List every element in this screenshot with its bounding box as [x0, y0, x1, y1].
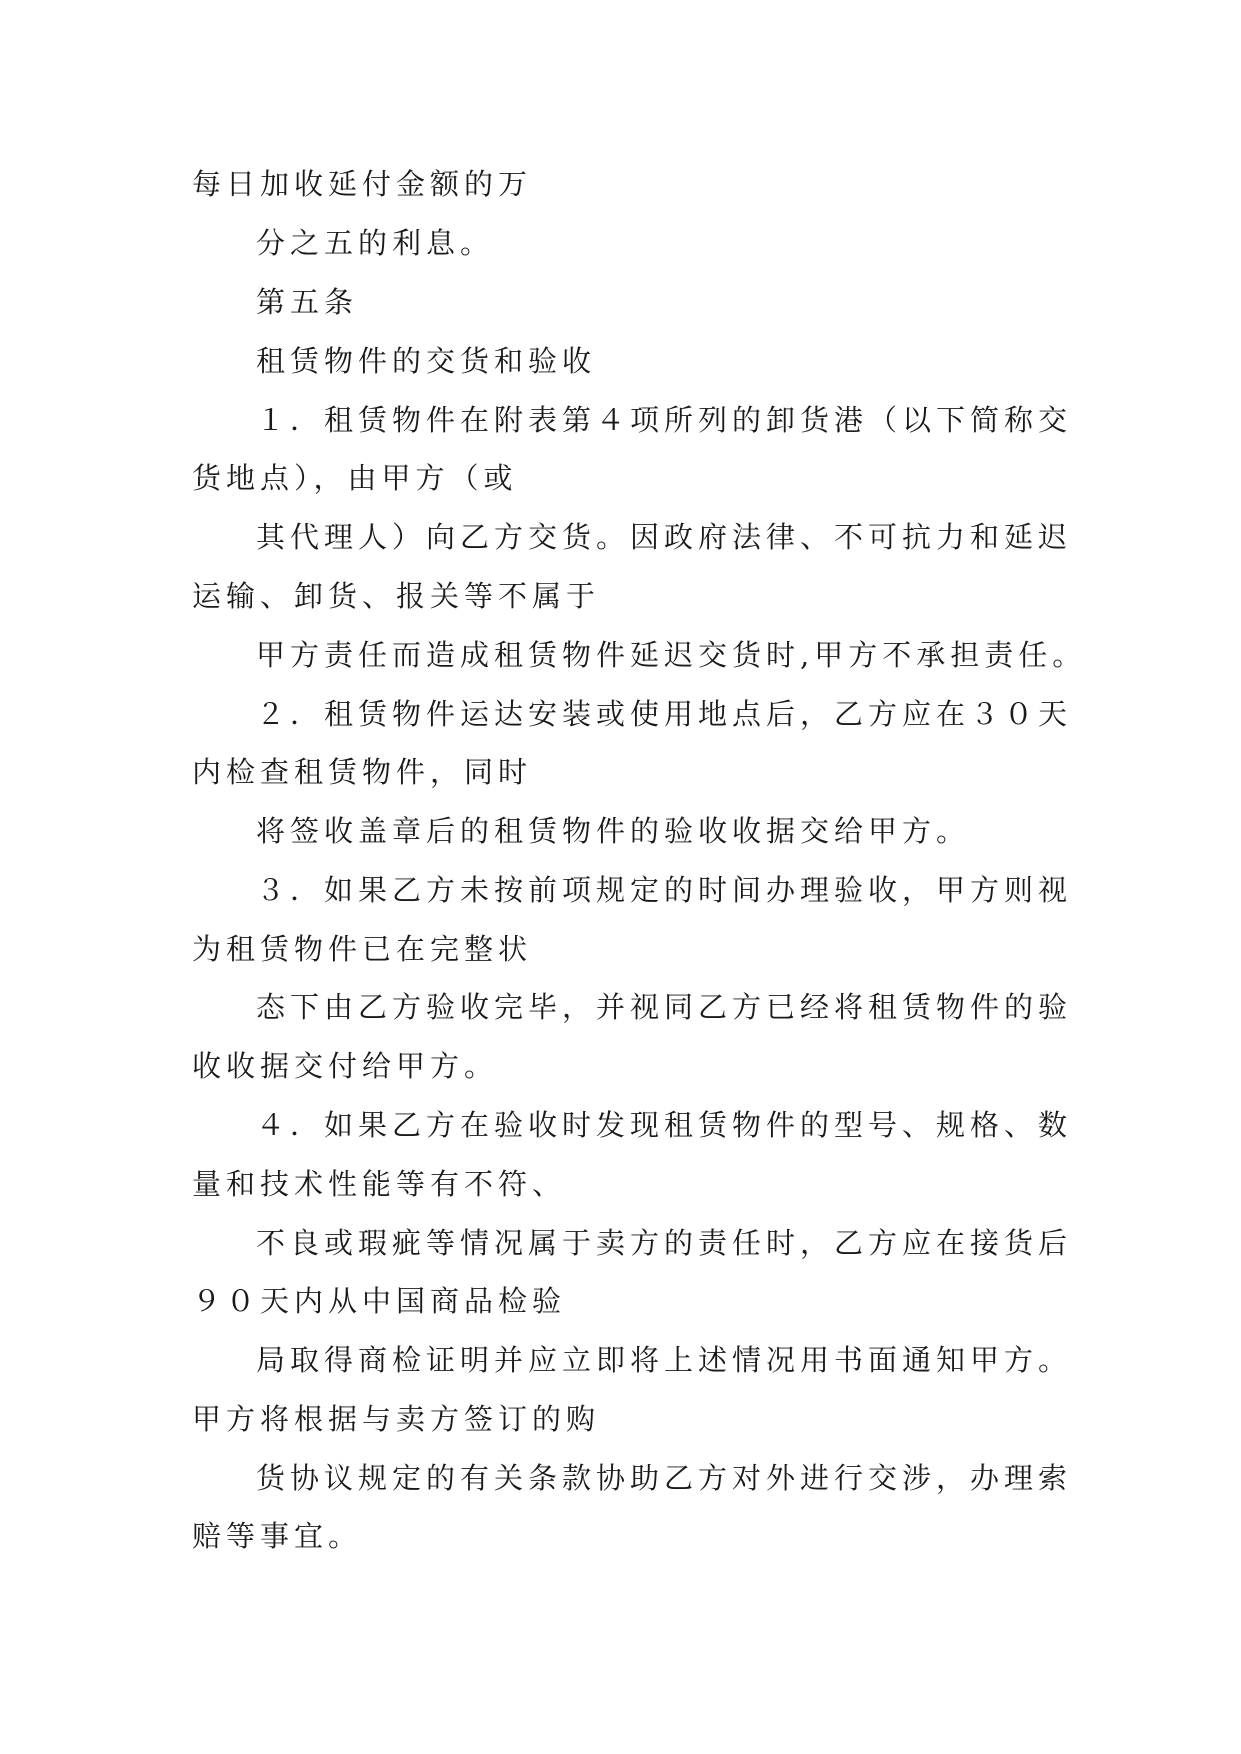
text-line: 货地点），由甲方（或 — [192, 461, 518, 495]
text-line: 甲方责任而造成租赁物件延迟交货时,甲方不承担责任。 — [256, 638, 1087, 672]
text-line: 量和技术性能等有不符、 — [192, 1167, 567, 1201]
text-line: 每日加收延付金额的万 — [192, 167, 533, 201]
text-line: 态下由乙方验收完毕，并视同乙方已经将租赁物件的验 — [256, 990, 1073, 1024]
text-line: 为租赁物件已在完整状 — [192, 932, 533, 966]
text-line: １．租赁物件在附表第４项所列的卸货港（以下简称交 — [256, 403, 1073, 437]
text-line: ９０天内从中国商品检验 — [192, 1284, 567, 1318]
text-line: 赔等事宜。 — [192, 1519, 363, 1553]
text-line: ３．如果乙方未按前项规定的时间办理验收，甲方则视 — [256, 873, 1073, 907]
text-line: 局取得商检证明并应立即将上述情况用书面通知甲方。 — [256, 1343, 1073, 1377]
text-line: 甲方将根据与卖方签订的购 — [192, 1402, 601, 1436]
text-line: 货协议规定的有关条款协助乙方对外进行交涉，办理索 — [256, 1461, 1073, 1495]
text-line: 收收据交付给甲方。 — [192, 1049, 499, 1083]
text-line: 不良或瑕疵等情况属于卖方的责任时，乙方应在接货后 — [256, 1226, 1073, 1260]
text-line: ２．租赁物件运达安装或使用地点后，乙方应在３０天 — [256, 697, 1073, 731]
text-line: 内检查租赁物件，同时 — [192, 755, 533, 789]
text-line: 其代理人）向乙方交货。因政府法律、不可抗力和延迟 — [256, 520, 1073, 554]
text-line: ４．如果乙方在验收时发现租赁物件的型号、规格、数 — [256, 1108, 1073, 1142]
text-line: 运输、卸货、报关等不属于 — [192, 579, 601, 613]
section-title: 租赁物件的交货和验收 — [256, 344, 597, 378]
section-heading: 第五条 — [256, 285, 359, 319]
text-line: 将签收盖章后的租赁物件的验收收据交给甲方。 — [256, 814, 971, 848]
text-line: 分之五的利息。 — [256, 226, 495, 260]
